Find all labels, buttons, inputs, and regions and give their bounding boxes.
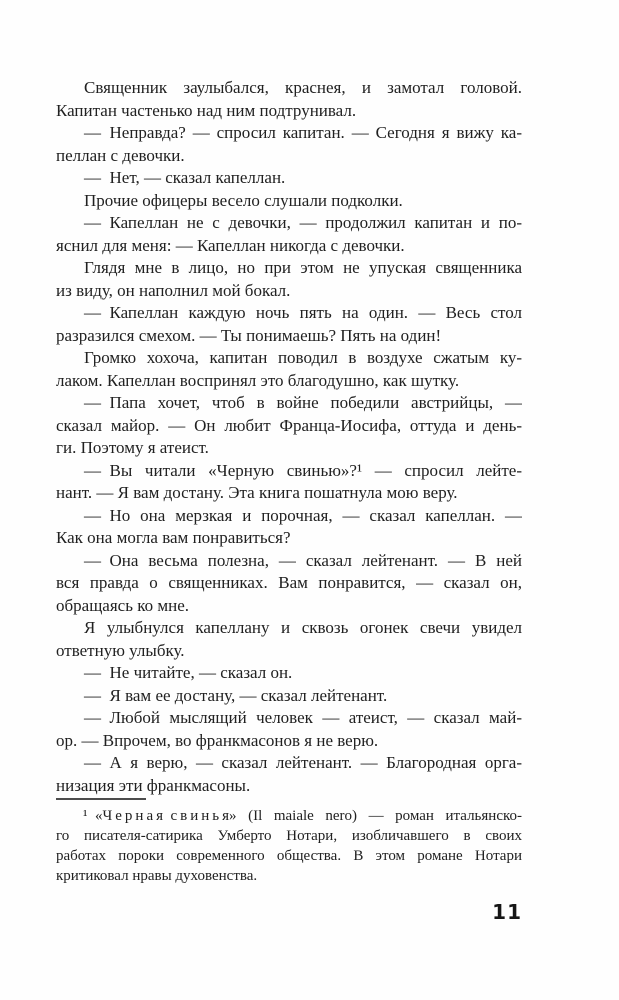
text-line: — Папа хочет, чтоб в войне победили австрийцы, —	[84, 393, 522, 412]
paragraph	[56, 707, 522, 752]
text-line: из виду, он наполнил мой бокал.	[56, 280, 291, 300]
text-line: — Любой мыслящий человек — атеист, — сказал май-	[84, 708, 522, 727]
paragraph	[56, 190, 522, 213]
text-line: Я улыбнулся капеллану и сквозь огонек свечи увидел	[84, 618, 522, 637]
text-line: — Я вам ее достану, — сказал лейтенант.	[84, 685, 388, 705]
text-line: вся правда о священниках. Вам понравится, — сказал он,	[56, 573, 522, 592]
paragraph	[56, 77, 522, 122]
paragraph	[56, 257, 522, 302]
text-line: работах пороки современного общества. В этом романе Нотари	[56, 848, 522, 864]
body-text	[56, 77, 522, 797]
paragraph	[56, 347, 522, 392]
paragraph	[56, 122, 522, 167]
text-line: сказал майор. — Он любит Франца-Иосифа, оттуда и день-	[56, 415, 522, 435]
footnote	[56, 806, 522, 886]
text-line: разразился смехом. — Ты понимаешь? Пять на один!	[56, 325, 442, 345]
text-line: ¹ «Ч е р н а я с в и н ь я» (Il maiale nero) — роман итальянско-	[83, 808, 522, 824]
text-line: ответную улыбку.	[56, 640, 185, 660]
paragraph	[56, 505, 522, 550]
text-line: Глядя мне в лицо, но при этом не упуская священника	[84, 258, 522, 277]
paragraph	[56, 392, 522, 460]
text-line: яснил для меня: — Капеллан никогда с девочки.	[56, 235, 405, 255]
paragraph	[56, 167, 522, 190]
paragraph	[56, 460, 522, 505]
text-line: нант. — Я вам достану. Эта книга пошатнула мою веру.	[56, 483, 458, 502]
text-line: низация эти франкмасоны.	[56, 775, 251, 795]
page-number: 11	[492, 900, 522, 924]
text-line: — Но она мерзкая и порочная, — сказал капеллан. —	[84, 505, 522, 525]
text-line: Громко хохоча, капитан поводил в воздухе сжатым ку-	[84, 348, 522, 367]
paragraph	[56, 550, 522, 618]
text-line: пеллан с девочки.	[56, 145, 185, 165]
text-line: — Нет, — сказал капеллан.	[84, 168, 286, 187]
text-line: критиковал нравы духовенства.	[56, 868, 258, 884]
text-line: — Капеллан не с девочки, — продолжил капитан и по-	[84, 213, 522, 232]
text-line: го писателя-сатирика Умберто Нотари, изобличавшего в своих	[56, 828, 522, 844]
text-line: — Капеллан каждую ночь пять на один. — Весь стол	[84, 303, 522, 322]
text-line: Прочие офицеры весело слушали подколки.	[84, 190, 403, 210]
text-line: Священник заулыбался, краснея, и замотал головой.	[84, 78, 522, 97]
paragraph	[56, 752, 522, 797]
paragraph	[56, 212, 522, 257]
text-line: ор. — Впрочем, во франкмасонов я не верю.	[56, 730, 379, 750]
text-line: — Вы читали «Черную свинью»?¹ — спросил лейте-	[84, 460, 522, 480]
text-line: ги. Поэтому я атеист.	[56, 438, 209, 457]
text-line: — Не читайте, — сказал он.	[84, 663, 293, 682]
paragraph	[56, 302, 522, 347]
text-line: Капитан частенько над ним подтрунивал.	[56, 100, 357, 120]
text-line: — Она весьма полезна, — сказал лейтенант. — В ней	[84, 550, 522, 570]
paragraph	[56, 662, 522, 685]
text-line: — Неправда? — спросил капитан. — Сегодня я вижу ка-	[84, 123, 522, 142]
text-line: Как она могла вам понравиться?	[56, 528, 291, 547]
paragraph	[56, 685, 522, 708]
text-line: лаком. Капеллан воспринял это благодушно, как шутку.	[56, 370, 460, 390]
footnote-separator	[56, 798, 146, 800]
paragraph	[56, 617, 522, 662]
text-line: обращаясь ко мне.	[56, 595, 189, 615]
page-body	[56, 77, 522, 924]
text-line: — А я верю, — сказал лейтенант. — Благородная орга-	[84, 753, 522, 772]
